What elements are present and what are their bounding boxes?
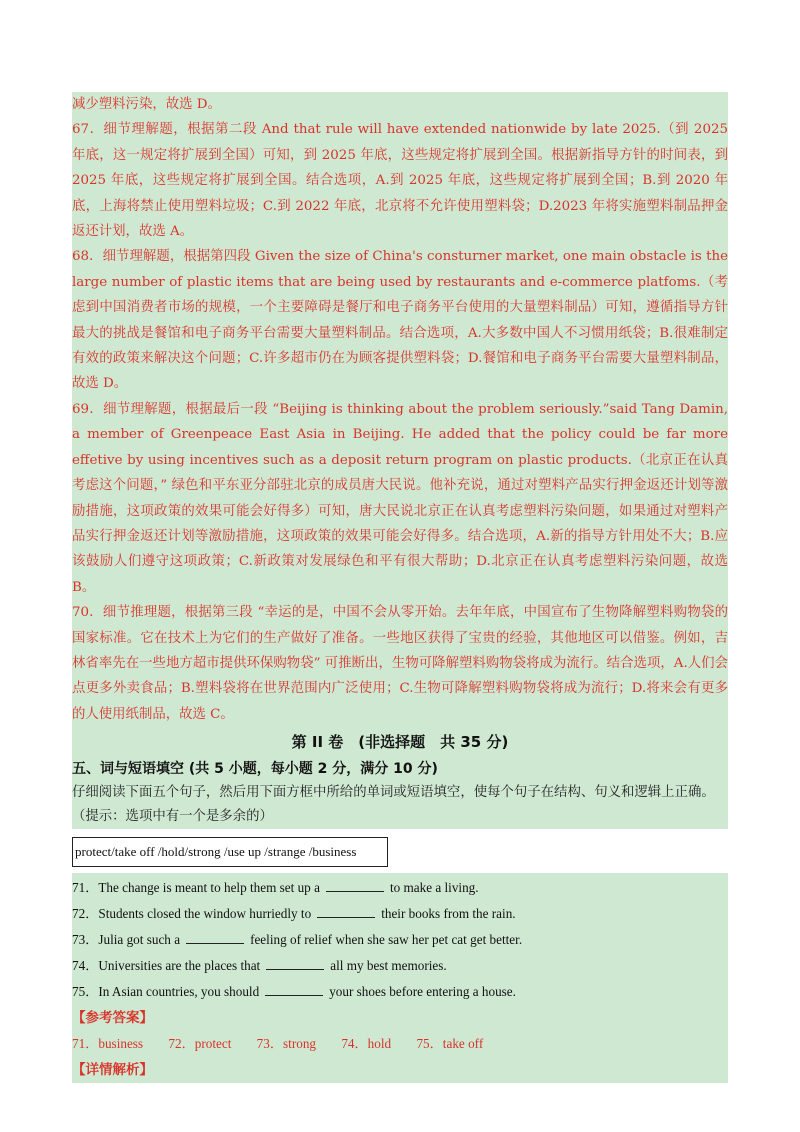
word-box-area [72, 829, 728, 873]
answer-blank[interactable] [317, 905, 375, 918]
analysis-q70: 70．细节推理题，根据第三段 “幸运的是，中国不会从零开始。去年年底，中国宣布了生物降解塑料购物袋的国家标准。它在技术上为它们的生产做好了准备。一些地区获得了宝贵的经验，其他地区可以借鉴。例如，吉林省率先在一些地方超市提供环保购物袋” 可推断出，生物可降解塑料购物袋将成为流行。结合选项，A.人们会点更多外卖食品；B.塑料袋将在世界范围内广泛使用；C.生物可降解塑料购物袋将成为流行；D.将来会有更多的人使用纸制品，故选 C。 [72, 605, 728, 722]
analysis-q69: 69．细节理解题，根据最后一段 “Beijing is thinking about the problem seriously.”said Tang Damin, a member of Greenpeace East Asia in Beijing. He added that the policy could be far more effetive by using incentives such as a deposit return program on plastic products.（北京正在认真考虑这个问题，” 绿色和平东亚分部驻北京的成员唐大民说。他补充说，通过对塑料产品实行押金返还计划等激励措施，这项政策的效果可能会好得多）可知，唐大民说北京正在认真考虑塑料污染问题，如果通过对塑料产品实行押金返还计划等激励措施，这项政策的效果可能会好得多。结合选项，A.新的指导方针用处不大；B.应该鼓励人们遵守这项政策；C.新政策对发展绿色和平有很大帮助；D.北京正在认真考虑塑料污染问题，故选 B。 [72, 401, 728, 595]
answer-item: 73．strong [256, 1036, 317, 1052]
question-item: 71．The change is meant to help them set up a to make a living. [72, 880, 479, 896]
reference-answer-heading: 【参考答案】 [72, 1010, 153, 1027]
answer-item: 74．hold [341, 1036, 392, 1052]
question-item: 75．In Asian countries, you should your shoes before entering a house. [72, 984, 516, 1000]
word-box: protect/take off /hold/strong /use up /strange /business [72, 837, 388, 867]
analysis-continuation: 减少塑料污染，故选 D。 [72, 97, 221, 112]
document-page [72, 92, 728, 1083]
section-title: 第 II 卷 (非选择题 共 35 分) [291, 733, 509, 752]
answer-blank[interactable] [326, 879, 384, 892]
answer-analysis-block [72, 92, 728, 727]
question-item: 73．Julia got such a feeling of relief when she saw her pet cat get better. [72, 932, 523, 948]
answer-item: 71．business [72, 1036, 144, 1052]
reference-answers [72, 1031, 728, 1057]
answer-blank[interactable] [186, 931, 244, 944]
section-header-block [72, 727, 728, 829]
section-instruction: 仔细阅读下面五个句子，然后用下面方框中所给的单词或短语填空，使每个句子在结构、句义和逻辑上正确。（提示：选项中有一个是多余的） [72, 785, 715, 825]
question-item: 72．Students closed the window hurriedly to their books from the rain. [72, 906, 516, 922]
answer-blank[interactable] [265, 983, 323, 996]
analysis-q68: 68．细节理解题，根据第四段 Given the size of China's consturner market, one main obstacle is the large number of plastic items that are being used by restaurants and e-commerce platfoms.（考虑到中国消费者市场的规模，一个主要障碍是餐厅和电子商务平台使用的大量塑料制品）可知，遵循指导方针最大的挑战是餐馆和电子商务平台需要大量塑料制品。结合选项，A.大多数中国人不习惯用纸袋；B.很难制定有效的政策来解决这个问题；C.许多超市仍在为顾客提供塑料袋；D.餐馆和电子商务平台需要大量塑料制品，故选 D。 [72, 249, 728, 392]
analysis-q67: 67．细节理解题，根据第二段 And that rule will have extended nationwide by late 2025.（到 2025 年底，这一规定将扩展到全国）可知，到 2025 年底，这些规定将扩展到全国。根据新指导方针的时间表，到 2025 年底，这些规定将扩展到全国。结合选项，A.到 2025 年底，这些规定将扩展到全国；B.到 2020 年底，上海将禁止使用塑料垃圾；C.到 2022 年底，北京将不允许使用塑料袋；D.2023 年将实施塑料制品押金返还计划，故选 A。 [72, 122, 728, 240]
answer-blank[interactable] [266, 957, 324, 970]
section-heading: 五、词与短语填空 (共 5 小题，每小题 2 分，满分 10 分) [72, 761, 438, 778]
questions-block [72, 873, 728, 1083]
answer-item: 75．take off [416, 1036, 484, 1052]
question-item: 74．Universities are the places that all my best memories. [72, 958, 447, 974]
answer-item: 72．protect [168, 1036, 232, 1052]
detail-analysis-heading: 【详情解析】 [72, 1062, 153, 1079]
